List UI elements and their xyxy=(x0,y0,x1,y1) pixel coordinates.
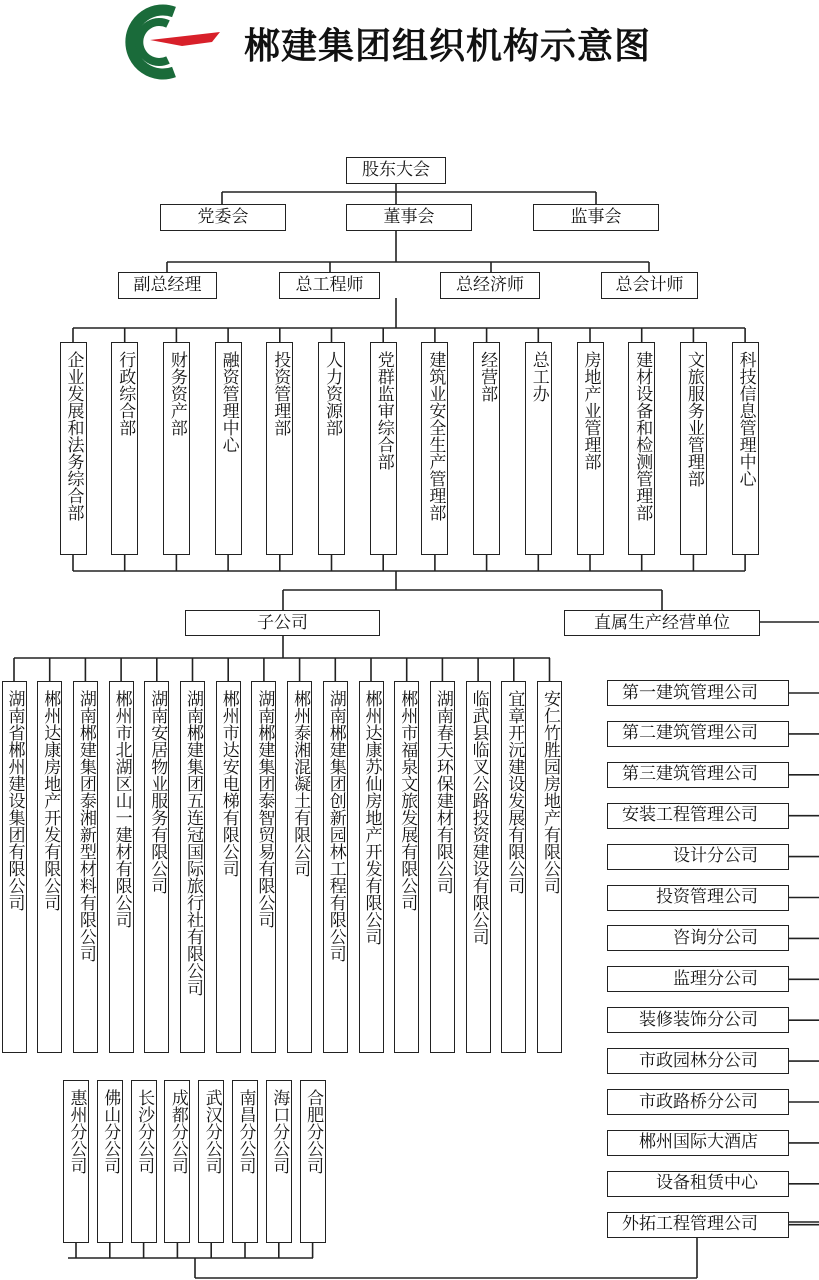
direct-unit-label: 郴州国际大酒店 xyxy=(639,1132,758,1153)
branch-box-label: 成都分公司 xyxy=(167,1089,188,1174)
direct-unit-box xyxy=(607,1212,789,1238)
subsidiary-box-label: 郴州达康房地产开发有限公司 xyxy=(40,690,61,911)
exec-chief-engineer xyxy=(279,272,380,299)
department-box xyxy=(473,342,500,555)
supervisory-label: 监事会 xyxy=(570,207,622,227)
subsidiary-box-label: 湖南郴建集团五连冠国际旅行社有限公司 xyxy=(183,690,203,996)
department-box-label: 企业发展和法务综合部 xyxy=(63,351,84,521)
direct-unit-label: 市政路桥分公司 xyxy=(639,1091,758,1112)
subsidiary-box-label: 郴州泰湘混凝土有限公司 xyxy=(290,690,311,877)
department-box-label: 科技信息管理中心 xyxy=(735,351,756,487)
direct-unit-box xyxy=(607,1048,789,1074)
subsidiary-box xyxy=(73,681,98,1053)
exec-label: 总会计师 xyxy=(615,275,684,295)
subsidiary-box-label: 湖南郴建集团创新园林工程有限公司 xyxy=(325,690,346,962)
direct-unit-label: 设备租赁中心 xyxy=(656,1173,758,1194)
direct-unit-label: 投资管理公司 xyxy=(656,887,758,907)
direct-unit-box xyxy=(607,680,789,706)
department-box xyxy=(525,342,552,555)
party-committee-label: 党委会 xyxy=(197,207,249,227)
exec-chief-accountant xyxy=(601,272,698,299)
department-box-label: 行政综合部 xyxy=(115,351,136,436)
department-box-label: 经营部 xyxy=(477,351,498,402)
subsidiary-box xyxy=(359,681,384,1053)
direct-unit-box xyxy=(607,1007,789,1033)
subsidiary-box xyxy=(144,681,169,1053)
exec-chief-economist xyxy=(440,272,540,299)
direct-unit-label: 第一建筑管理公司 xyxy=(622,682,758,703)
department-box xyxy=(60,342,87,555)
subsidiary-box-label: 宜章开沅建设发展有限公司 xyxy=(504,690,525,894)
subsidiary-box xyxy=(287,681,312,1053)
subsidiary-box xyxy=(180,681,205,1053)
direct-unit-label: 设计分公司 xyxy=(673,846,758,867)
department-box-label: 房地产业管理部 xyxy=(580,351,601,470)
branch-box-label: 惠州分公司 xyxy=(66,1089,87,1174)
department-box xyxy=(266,342,293,555)
subsidiaries-header xyxy=(185,610,380,636)
exec-vice-gm xyxy=(118,272,217,299)
direct-unit-label: 监理分公司 xyxy=(673,968,758,989)
direct-unit-box xyxy=(607,721,789,747)
exec-label: 总工程师 xyxy=(295,275,364,295)
department-box xyxy=(732,342,759,555)
department-box xyxy=(577,342,604,555)
branch-box xyxy=(266,1080,292,1243)
subsidiary-box-label: 湖南春天环保建材有限公司 xyxy=(432,690,453,894)
department-box xyxy=(215,342,242,555)
direct-unit-box xyxy=(607,803,789,829)
subsidiary-box xyxy=(2,681,27,1053)
department-box xyxy=(163,342,190,555)
page-title: 郴建集团组织机构示意图 xyxy=(244,26,652,67)
branch-box-label: 合肥分公司 xyxy=(303,1089,324,1174)
direct-unit-label: 装修装饰分公司 xyxy=(639,1009,758,1030)
department-box-label: 投资管理部 xyxy=(270,351,291,436)
shareholders-label: 股东大会 xyxy=(362,160,430,180)
direct-unit-box xyxy=(607,966,789,992)
subsidiary-box xyxy=(501,681,526,1053)
subsidiary-box xyxy=(109,681,134,1053)
department-box-label: 财务资产部 xyxy=(166,351,187,436)
branch-box-label: 佛山分公司 xyxy=(100,1089,121,1174)
branch-box xyxy=(232,1080,258,1243)
branch-box xyxy=(198,1080,224,1243)
subsidiary-box-label: 临武县临叉公路投资建设有限公司 xyxy=(468,690,489,945)
subsidiary-box xyxy=(323,681,348,1053)
subsidiary-box xyxy=(251,681,276,1053)
branch-box-label: 海口分公司 xyxy=(269,1089,290,1174)
party-committee-box xyxy=(160,204,286,231)
department-box-label: 党群监审综合部 xyxy=(373,351,394,470)
department-box xyxy=(370,342,397,555)
direct-units-header xyxy=(564,610,760,636)
branch-box xyxy=(300,1080,326,1243)
subsidiary-box xyxy=(537,681,562,1053)
direct-units-label: 直属生产经营单位 xyxy=(594,612,730,633)
direct-unit-box xyxy=(607,762,789,788)
subsidiary-box-label: 湖南省郴州建设集团有限公司 xyxy=(4,690,25,911)
subsidiary-box-label: 湖南郴建集团泰湘新型材料有限公司 xyxy=(75,690,96,962)
subsidiary-box-label: 安仁竹胜园房地产有限公司 xyxy=(540,690,560,894)
direct-unit-label: 安装工程管理公司 xyxy=(622,805,758,826)
subsidiary-box xyxy=(216,681,241,1053)
subsidiary-box-label: 郴州达康苏仙房地产开发有限公司 xyxy=(361,690,382,945)
cg-logo-icon xyxy=(112,2,222,82)
subsidiary-box-label: 郴州市福泉文旅发展有限公司 xyxy=(397,690,418,911)
subsidiary-box-label: 湖南郴建集团泰智贸易有限公司 xyxy=(254,690,275,928)
department-box xyxy=(111,342,138,555)
department-box-label: 人力资源部 xyxy=(322,351,342,436)
subsidiary-box-label: 郴州市达安电梯有限公司 xyxy=(218,690,239,877)
direct-unit-box xyxy=(607,925,789,951)
direct-unit-label: 咨询分公司 xyxy=(673,927,758,948)
department-box xyxy=(318,342,345,555)
department-box-label: 总工办 xyxy=(528,351,549,402)
department-box-label: 文旅服务业管理部 xyxy=(683,351,704,487)
board-box xyxy=(346,204,472,231)
shareholders-box xyxy=(346,157,446,184)
branch-box-label: 武汉分公司 xyxy=(201,1089,222,1174)
direct-unit-label: 第二建筑管理公司 xyxy=(622,723,758,744)
board-label: 董事会 xyxy=(383,207,435,227)
department-box-label: 融资管理中心 xyxy=(218,351,239,453)
direct-unit-box xyxy=(607,1130,789,1156)
branch-box xyxy=(131,1080,157,1243)
direct-unit-box xyxy=(607,1089,789,1115)
department-box xyxy=(628,342,655,555)
branch-box-label: 长沙分公司 xyxy=(134,1089,155,1174)
department-box xyxy=(421,342,448,555)
department-box-label: 建筑业安全生产管理部 xyxy=(425,351,446,521)
subsidiary-box xyxy=(430,681,455,1053)
direct-unit-label: 外拓工程管理公司 xyxy=(622,1214,758,1235)
subsidiary-box-label: 湖南安居物业服务有限公司 xyxy=(147,690,168,894)
direct-unit-label: 市政园林分公司 xyxy=(639,1050,758,1071)
department-box xyxy=(680,342,707,555)
subsidiary-box xyxy=(394,681,419,1053)
exec-label: 副总经理 xyxy=(133,275,202,295)
supervisory-box xyxy=(533,204,659,231)
branch-box xyxy=(164,1080,190,1243)
direct-unit-box xyxy=(607,844,789,870)
subsidiaries-label: 子公司 xyxy=(257,612,308,633)
subsidiary-box-label: 郴州市北湖区山一建材有限公司 xyxy=(111,690,132,928)
branch-box xyxy=(97,1080,123,1243)
department-box-label: 建材设备和检测管理部 xyxy=(632,351,653,521)
exec-label: 总经济师 xyxy=(456,275,524,295)
direct-unit-box xyxy=(607,885,789,911)
subsidiary-box xyxy=(37,681,62,1053)
subsidiary-box xyxy=(466,681,491,1053)
direct-unit-label: 第三建筑管理公司 xyxy=(622,764,758,785)
branch-box xyxy=(63,1080,89,1243)
branch-box-label: 南昌分公司 xyxy=(235,1089,256,1174)
direct-unit-box xyxy=(607,1171,789,1197)
